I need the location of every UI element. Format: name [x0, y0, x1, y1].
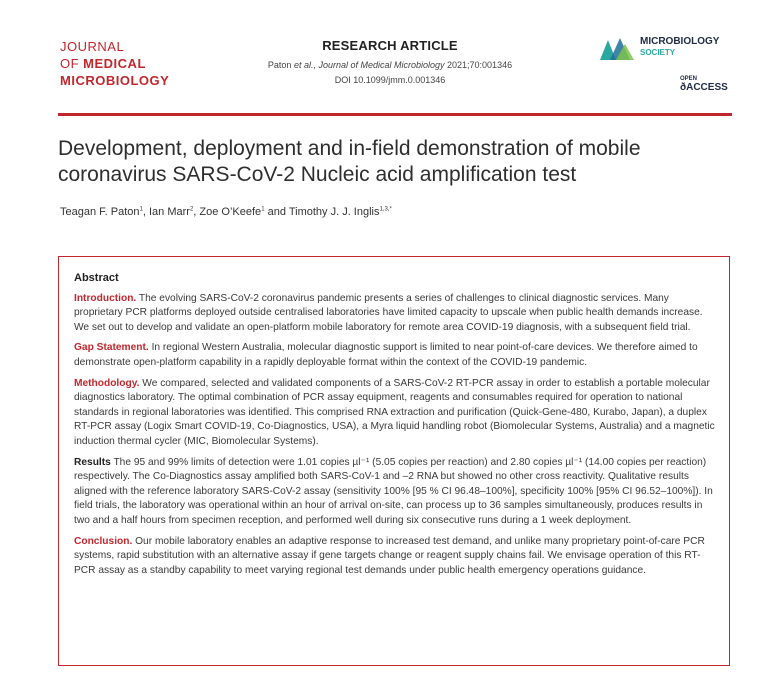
author-name[interactable]: Timothy J. J. Inglis	[288, 206, 380, 218]
open-access-small: OPEN	[680, 76, 698, 82]
journal-line2-bold: MEDICAL	[83, 56, 146, 71]
abstract-methodology: Methodology. We compared, selected and validated components of a SARS-CoV-2 RT-PCR assay in order to establish a portable molecular diagnostics laboratory. The optimal combination of PCR assay equipment, reagents and consumables required for operation to national standards in regional laboratories was identified. This comprised RNA extraction and purification (Quick-Gene-480, Kurabo, Japan), a duplex RT-PCR assay (Logix Smart COVID-19, Co-Diagnostics, USA), a Myra liquid handling robot (Biomolecular Systems, Australia) and a magnetic induction thermal cycler (MIC, Biomolecular Systems).	[74, 377, 715, 447]
abstract-box	[58, 256, 730, 666]
article-header	[230, 38, 550, 85]
society-logo-icon	[598, 34, 636, 64]
open-access-badge: OPEN ðACCESS	[680, 76, 728, 93]
journal-line3: MICROBIOLOGY	[60, 73, 170, 88]
header-divider	[58, 113, 732, 116]
abstract-results: Results The 95 and 99% limits of detection were 1.01 copies µl⁻¹ (5.05 copies per reaction) and 2.80 copies µl⁻¹ (14.00 copies per reaction) respectively. The Co-Diagnostics assay amplified both SARS-CoV-1 and –2 RNA but showed no other cross reactivity. Qualitative results aligned with the reference laboratory SARS-CoV-2 assay (sensitivity 100% [95 % CI 96.48–100%], specificity 100% [95% CI 96.52–100%]). In field trials, the laboratory was operational within an hour of arrival on-site, can process up to 36 samples simultaneously, produces results in two and a half hours from specimen reception, and performed well during six consecutive runs during a 1 week deployment.	[74, 456, 713, 526]
society-logo-text: MICROBIOLOGY SOCIETY	[640, 36, 720, 57]
author-list: Teagan F. Paton$^1$, Ian Marr$^2$, Zoe O’Keefe$^1$ and Timothy J. J. Inglis$^{1,3,*}$	[60, 206, 392, 218]
abstract-heading: Abstract	[74, 272, 119, 284]
author-name[interactable]: Zoe O’Keefe	[199, 206, 262, 218]
journal-line2	[60, 55, 169, 72]
citation: Paton et al., Journal of Medical Microbiology 2021;70:001346	[267, 60, 513, 70]
abstract-gap-statement: Gap Statement. In regional Western Australia, molecular diagnostic support is limited to near point-of-care devices. We therefore aimed to demonstrate open-platform capability in a rapidly deployable format within the context of the COVID-19 pandemic.	[74, 342, 698, 368]
author-name[interactable]: Teagan F. Paton	[60, 206, 140, 218]
open-access-icon: ð	[680, 82, 687, 93]
microbiology-society-logo[interactable]	[598, 32, 738, 68]
author-name[interactable]: Ian Marr	[148, 206, 190, 218]
doi-link[interactable]: DOI 10.1099/jmm.0.001346	[334, 75, 446, 85]
article-type: RESEARCH ARTICLE	[322, 38, 458, 53]
abstract-conclusion: Conclusion. Our mobile laboratory enables an adaptive response to increased test demand, and unlike many proprietary point-of-care PCR systems, rapid substitution with an alternative assay if gene targets change or reagent supply chains fail. We envisage operation of this RT-PCR assay as a standby capability to meet varying regional test demands under public health emergency operations guidance.	[74, 535, 705, 576]
journal-line1: JOURNAL	[60, 39, 125, 54]
journal-name	[60, 38, 169, 89]
abstract-introduction: Introduction. The evolving SARS-CoV-2 coronavirus pandemic presents a series of challenges to clinical diagnostic services. Many proprietary PCR platforms deployed outside centralised laboratories have limited capacity to upscale when public health demands increase. We set out to develop and validate an open-platform mobile laboratory for remote area COVID-19 diagnosis, with a subsequent field trial.	[74, 292, 703, 333]
article-title: Development, deployment and in-field demonstration of mobile coronavirus SARS-CoV-2 Nucleic acid amplification test	[58, 137, 641, 186]
journal-line2-prefix: OF	[60, 56, 84, 71]
